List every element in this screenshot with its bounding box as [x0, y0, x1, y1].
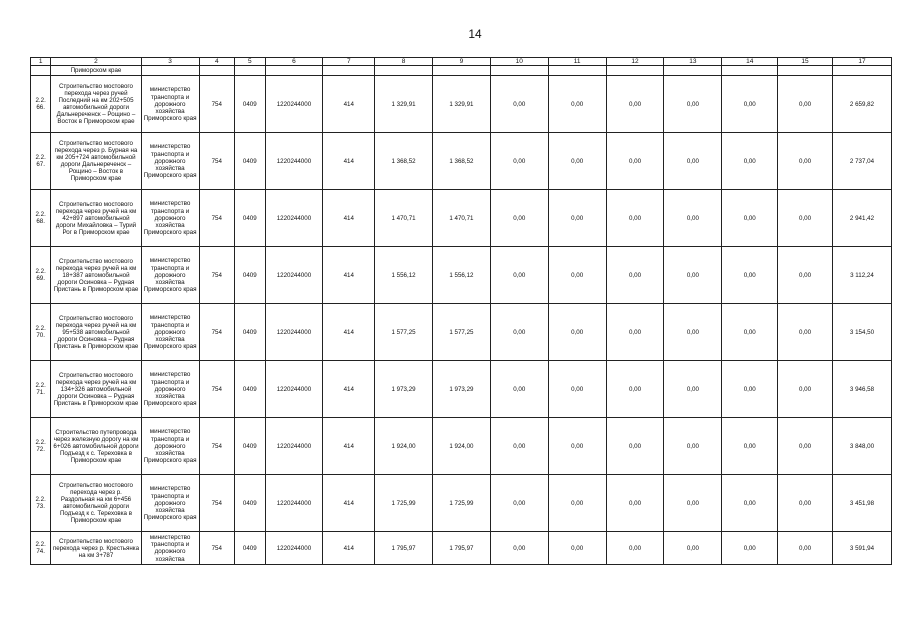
cell-c13: 0,00: [664, 532, 722, 565]
cell-c15: 0,00: [778, 304, 833, 361]
row-index: 2.2. 70.: [31, 304, 51, 361]
cell-c7: 414: [323, 133, 375, 190]
table-row: [31, 133, 892, 190]
header-row: [31, 58, 892, 66]
page-number: 14: [468, 27, 482, 41]
column-header: 6: [265, 58, 323, 66]
cell-c13: 0,00: [664, 475, 722, 532]
cell-c12: 0,00: [606, 304, 664, 361]
cell: [323, 66, 375, 76]
table-row: [31, 361, 892, 418]
row-index: 2.2. 67.: [31, 133, 51, 190]
project-description: Строительство мостового перехода через р. Бурная на км 205+724 автомобильной дороги Дальнереченск – Рощино – Восток в Приморском крае: [51, 133, 141, 190]
cell: [433, 66, 491, 76]
row-total: 2 941,42: [832, 190, 891, 247]
column-header: 17: [832, 58, 891, 66]
cell-c11: 0,00: [548, 76, 606, 133]
cell-c4: 754: [199, 247, 235, 304]
cell-c15: 0,00: [778, 76, 833, 133]
project-description: Строительство мостового перехода через ручей на км 95+538 автомобильной дороги Осиновка – Рудная Пристань в Приморском крае: [51, 304, 141, 361]
cell: [199, 66, 235, 76]
row-total: 3 154,50: [832, 304, 891, 361]
column-header: 15: [778, 58, 833, 66]
cell-c14: 0,00: [722, 304, 778, 361]
cell-c10: 0,00: [490, 361, 548, 418]
cell-c14: 0,00: [722, 361, 778, 418]
project-description: Строительство мостового перехода через ручей на км 18+387 автомобильной дороги Осиновка – Рудная Пристань в Приморском крае: [51, 247, 141, 304]
project-description: Строительство мостового перехода через р. Раздольная на км 6+456 автомобильной дороги Подъезд к с. Тереховка в Приморском крае: [51, 475, 141, 532]
cell-c6: 1220244000: [265, 361, 323, 418]
cell-c13: 0,00: [664, 418, 722, 475]
cell-c7: 414: [323, 418, 375, 475]
cell-c5: 0409: [235, 475, 265, 532]
cell-c6: 1220244000: [265, 76, 323, 133]
table-row: [31, 76, 892, 133]
cell-c7: 414: [323, 475, 375, 532]
cell-c7: 414: [323, 361, 375, 418]
cell-c6: 1220244000: [265, 133, 323, 190]
cell-c14: 0,00: [722, 247, 778, 304]
cell-c9: 1 577,25: [433, 304, 491, 361]
column-header: 7: [323, 58, 375, 66]
cell-c10: 0,00: [490, 532, 548, 565]
cell-c6: 1220244000: [265, 532, 323, 565]
cell-c6: 1220244000: [265, 304, 323, 361]
cell: [722, 66, 778, 76]
cell-c5: 0409: [235, 190, 265, 247]
column-header: 1: [31, 58, 51, 66]
cell-c10: 0,00: [490, 190, 548, 247]
cell-c10: 0,00: [490, 475, 548, 532]
cell-c4: 754: [199, 190, 235, 247]
cell: [235, 66, 265, 76]
cell: [664, 66, 722, 76]
cell-c5: 0409: [235, 361, 265, 418]
cell-c8: 1 795,97: [375, 532, 433, 565]
responsible-org: министерство транспорта и дорожного хозяйства: [141, 532, 199, 565]
cell-c4: 754: [199, 532, 235, 565]
cell-c13: 0,00: [664, 190, 722, 247]
cell-c9: 1 973,29: [433, 361, 491, 418]
cell-c12: 0,00: [606, 532, 664, 565]
cell-c14: 0,00: [722, 190, 778, 247]
project-description: Строительство мостового перехода через р. Крестьянка на км 3+787: [51, 532, 141, 565]
row-total: 3 591,94: [832, 532, 891, 565]
cell-c10: 0,00: [490, 304, 548, 361]
cell-c12: 0,00: [606, 418, 664, 475]
cell-c9: 1 470,71: [433, 190, 491, 247]
cell-c5: 0409: [235, 418, 265, 475]
cell-c11: 0,00: [548, 190, 606, 247]
cell-c9: 1 725,99: [433, 475, 491, 532]
cell-c8: 1 577,25: [375, 304, 433, 361]
project-description: Строительство мостового перехода через ручей на км 42+897 автомобильной дороги Михайловка – Турий Рог в Приморском крае: [51, 190, 141, 247]
cell-c15: 0,00: [778, 532, 833, 565]
column-header: 10: [490, 58, 548, 66]
cell-c11: 0,00: [548, 418, 606, 475]
cell-c11: 0,00: [548, 532, 606, 565]
cell-c13: 0,00: [664, 76, 722, 133]
cell: [141, 66, 199, 76]
cell-c11: 0,00: [548, 475, 606, 532]
cell-c9: 1 368,52: [433, 133, 491, 190]
cell-c8: 1 556,12: [375, 247, 433, 304]
cell-c7: 414: [323, 247, 375, 304]
row-index: 2.2. 66.: [31, 76, 51, 133]
column-header: 4: [199, 58, 235, 66]
cell-c8: 1 725,99: [375, 475, 433, 532]
column-header: 8: [375, 58, 433, 66]
cell-c12: 0,00: [606, 190, 664, 247]
cell-c4: 754: [199, 76, 235, 133]
column-header: 13: [664, 58, 722, 66]
responsible-org: министерство транспорта и дорожного хозяйства Приморского края: [141, 361, 199, 418]
row-index: 2.2. 68.: [31, 190, 51, 247]
cell: [490, 66, 548, 76]
responsible-org: министерство транспорта и дорожного хозяйства Приморского края: [141, 190, 199, 247]
row-index: 2.2. 73.: [31, 475, 51, 532]
cell-c13: 0,00: [664, 247, 722, 304]
cell-c8: 1 368,52: [375, 133, 433, 190]
cell-c13: 0,00: [664, 361, 722, 418]
row-total: 3 848,00: [832, 418, 891, 475]
row-index: 2.2. 71.: [31, 361, 51, 418]
table-row: [31, 475, 892, 532]
project-description: Строительство мостового перехода через ручей на км 134+326 автомобильной дороги Осиновка – Рудная Пристань в Приморском крае: [51, 361, 141, 418]
cell: [548, 66, 606, 76]
cell-c10: 0,00: [490, 76, 548, 133]
row-index: 2.2. 74.: [31, 532, 51, 565]
cell-c4: 754: [199, 304, 235, 361]
cell-c8: 1 329,91: [375, 76, 433, 133]
column-header: 2: [51, 58, 141, 66]
cell-c7: 414: [323, 190, 375, 247]
cell-c11: 0,00: [548, 361, 606, 418]
cell-c5: 0409: [235, 247, 265, 304]
cell-c12: 0,00: [606, 247, 664, 304]
table-row: [31, 532, 892, 565]
row-total: 3 946,58: [832, 361, 891, 418]
column-header: 9: [433, 58, 491, 66]
cell-c8: 1 470,71: [375, 190, 433, 247]
responsible-org: министерство транспорта и дорожного хозяйства Приморского края: [141, 133, 199, 190]
cell-c8: 1 973,29: [375, 361, 433, 418]
column-header: 14: [722, 58, 778, 66]
cell-c10: 0,00: [490, 418, 548, 475]
table-row: [31, 304, 892, 361]
column-header: 12: [606, 58, 664, 66]
row-total: 3 451,98: [832, 475, 891, 532]
cell-c5: 0409: [235, 76, 265, 133]
cell-c12: 0,00: [606, 475, 664, 532]
responsible-org: министерство транспорта и дорожного хозяйства Приморского края: [141, 304, 199, 361]
cell: [778, 66, 833, 76]
cell-c4: 754: [199, 418, 235, 475]
cell-c6: 1220244000: [265, 190, 323, 247]
cell-c11: 0,00: [548, 133, 606, 190]
responsible-org: министерство транспорта и дорожного хозяйства Приморского края: [141, 418, 199, 475]
cell-c5: 0409: [235, 304, 265, 361]
cell-c13: 0,00: [664, 304, 722, 361]
row-total: 3 112,24: [832, 247, 891, 304]
table-row: [31, 247, 892, 304]
table-row: [31, 418, 892, 475]
continuation-text: Приморском крае: [51, 66, 141, 76]
cell-c13: 0,00: [664, 133, 722, 190]
responsible-org: министерство транспорта и дорожного хозяйства Приморского края: [141, 76, 199, 133]
cell-c12: 0,00: [606, 133, 664, 190]
row-index: 2.2. 69.: [31, 247, 51, 304]
project-description: Строительство мостового перехода через ручей Последний на км 202+505 автомобильной дороги Дальнереченск – Рощино – Восток в Приморском крае: [51, 76, 141, 133]
cell-c4: 754: [199, 361, 235, 418]
responsible-org: министерство транспорта и дорожного хозяйства Приморского края: [141, 247, 199, 304]
cell: [606, 66, 664, 76]
cell-c15: 0,00: [778, 418, 833, 475]
table-row: [31, 190, 892, 247]
cell: [375, 66, 433, 76]
cell-c12: 0,00: [606, 76, 664, 133]
cell: [832, 66, 891, 76]
responsible-org: министерство транспорта и дорожного хозяйства Приморского края: [141, 475, 199, 532]
cell-c14: 0,00: [722, 418, 778, 475]
cell-c7: 414: [323, 304, 375, 361]
project-description: Строительство путепровода через железную дорогу на км 6+026 автомобильной дороги Подъезд к с. Тереховка в Приморском крае: [51, 418, 141, 475]
row-total: 2 737,04: [832, 133, 891, 190]
cell-c15: 0,00: [778, 361, 833, 418]
cell-c14: 0,00: [722, 76, 778, 133]
cell-c11: 0,00: [548, 247, 606, 304]
column-header: 5: [235, 58, 265, 66]
cell: [265, 66, 323, 76]
cell-c10: 0,00: [490, 133, 548, 190]
cell-c15: 0,00: [778, 247, 833, 304]
column-header: 11: [548, 58, 606, 66]
row-total: 2 659,82: [832, 76, 891, 133]
cell-c10: 0,00: [490, 247, 548, 304]
cell-c9: 1 556,12: [433, 247, 491, 304]
cell-c5: 0409: [235, 133, 265, 190]
cell-c14: 0,00: [722, 133, 778, 190]
cell-c9: 1 795,97: [433, 532, 491, 565]
column-header: 3: [141, 58, 199, 66]
cell-c4: 754: [199, 475, 235, 532]
continuation-row: [31, 66, 892, 76]
cell-c15: 0,00: [778, 475, 833, 532]
cell-c9: 1 924,00: [433, 418, 491, 475]
cell-c4: 754: [199, 133, 235, 190]
cell-c5: 0409: [235, 532, 265, 565]
cell-c6: 1220244000: [265, 475, 323, 532]
cell-c9: 1 329,91: [433, 76, 491, 133]
cell-c14: 0,00: [722, 475, 778, 532]
budget-table: [30, 57, 892, 565]
cell-c8: 1 924,00: [375, 418, 433, 475]
cell-c12: 0,00: [606, 361, 664, 418]
cell-c14: 0,00: [722, 532, 778, 565]
row-index: 2.2. 72.: [31, 418, 51, 475]
cell-c11: 0,00: [548, 304, 606, 361]
cell-c15: 0,00: [778, 133, 833, 190]
cell-c7: 414: [323, 76, 375, 133]
cell-c15: 0,00: [778, 190, 833, 247]
cell-c7: 414: [323, 532, 375, 565]
cell-c6: 1220244000: [265, 247, 323, 304]
cell-c6: 1220244000: [265, 418, 323, 475]
cell: [31, 66, 51, 76]
